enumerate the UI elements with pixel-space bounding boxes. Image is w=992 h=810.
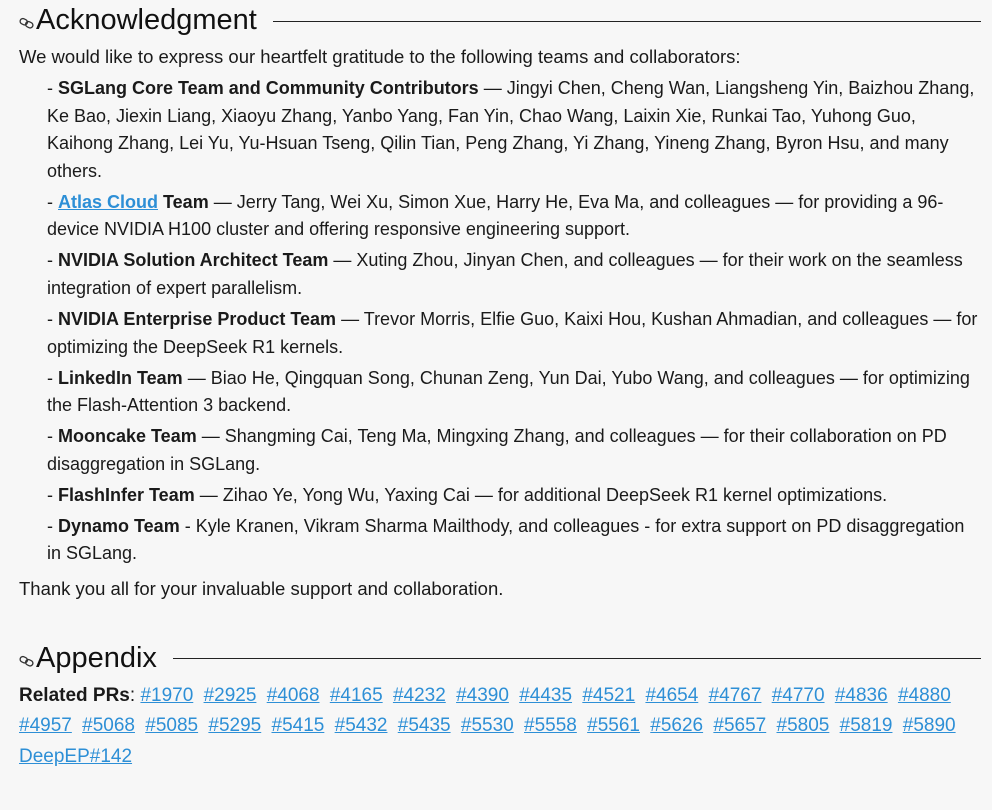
acknowledgment-outro: Thank you all for your invaluable support and collaboration. [19, 577, 504, 599]
pr-link[interactable]: #5085 [145, 715, 199, 737]
team-list-item [47, 482, 981, 510]
team-members: — Jingyi Chen, Cheng Wan, Liangsheng Yin, Baizhou Zhang, Ke Bao, Jiexin Liang, Xiaoyu Zhang, Yanbo Yang, Fan Yin, Chao Wang, Laixin Xie, Runkai Tao, Yuhong Guo, Kaihong Zhang, Lei Yu, Yu-Hsuan Tseng, Qilin Tian, Peng Zhang, Yi Zhang, Yineng Zhang, Byron Hsu, and many others. [47, 78, 975, 181]
pr-link[interactable]: #4770 [771, 684, 825, 706]
list-dash: - [47, 367, 58, 388]
list-dash: - [47, 250, 58, 271]
pr-link[interactable]: #5415 [271, 715, 325, 737]
team-name: LinkedIn Team [58, 367, 183, 388]
team-list-item [47, 513, 981, 568]
team-name-suffix: Team [158, 191, 209, 212]
list-dash: - [47, 78, 58, 98]
heading-divider [173, 658, 981, 659]
pr-link[interactable]: #1970 [140, 684, 194, 706]
link-icon[interactable] [19, 16, 35, 30]
pr-link[interactable]: #4836 [834, 684, 888, 706]
team-list-item [47, 365, 981, 420]
pr-link[interactable]: #4232 [392, 684, 446, 706]
pr-link[interactable]: #4068 [266, 684, 320, 706]
pr-link[interactable]: DeepEP#142 [19, 745, 133, 767]
pr-link[interactable]: #5295 [208, 715, 262, 737]
list-dash: - [47, 308, 58, 329]
pr-link[interactable]: #4880 [897, 684, 951, 706]
link-icon[interactable] [19, 654, 35, 668]
team-members: — Shangming Cai, Teng Ma, Mingxing Zhang, and colleagues — for their collaboration on PD disaggregation in SGLang. [47, 426, 947, 474]
team-name: FlashInfer Team [58, 484, 195, 505]
related-prs [19, 681, 981, 773]
team-name: NVIDIA Solution Architect Team [58, 250, 329, 271]
pr-link[interactable]: #5819 [839, 715, 893, 737]
team-list [47, 75, 981, 568]
pr-link[interactable]: #4654 [645, 684, 699, 706]
list-dash: - [47, 426, 58, 447]
team-list-item [47, 423, 981, 478]
acknowledgment-intro: We would like to express our heartfelt gratitude to the following teams and collaborators: [19, 46, 741, 67]
related-prs-label: Related PRs [19, 684, 130, 706]
team-list-item [47, 306, 981, 361]
appendix-title: Appendix [36, 641, 157, 674]
pr-link[interactable]: #5432 [334, 715, 388, 737]
team-members: — Trevor Morris, Elfie Guo, Kaixi Hou, Kushan Ahmadian, and colleagues — for optimizing the DeepSeek R1 kernels. [47, 308, 978, 357]
appendix-heading [19, 638, 981, 678]
pr-link[interactable]: #5435 [397, 715, 451, 737]
team-name: Mooncake Team [58, 426, 197, 447]
team-name: Dynamo Team [58, 515, 180, 536]
team-list-item [47, 247, 981, 302]
team-list-item [47, 189, 981, 244]
pr-link[interactable]: #5890 [902, 715, 956, 737]
pr-link[interactable]: #4767 [708, 684, 762, 706]
pr-link[interactable]: #2925 [203, 684, 257, 706]
team-members: - Kyle Kranen, Vikram Sharma Mailthody, and colleagues - for extra support on PD disaggregation in SGLang. [47, 515, 965, 564]
pr-link[interactable]: #4390 [456, 684, 509, 706]
pr-link[interactable]: #5068 [82, 715, 135, 737]
pr-link[interactable]: #4957 [19, 715, 72, 737]
team-members: — Biao He, Qingquan Song, Chunan Zeng, Yun Dai, Yubo Wang, and colleagues — for optimizing the Flash-Attention 3 backend. [47, 367, 970, 416]
list-dash: - [47, 515, 58, 536]
pr-link[interactable]: #5530 [460, 715, 514, 737]
team-list-item [47, 75, 981, 185]
team-members: — Zihao Ye, Yong Wu, Yaxing Cai — for additional DeepSeek R1 kernel optimizations. [194, 484, 888, 505]
pr-link[interactable]: #4521 [582, 684, 636, 706]
related-prs-colon: : [129, 684, 136, 706]
pr-link[interactable]: #5558 [524, 715, 577, 737]
list-dash: - [47, 191, 58, 212]
pr-link[interactable]: #5805 [776, 715, 830, 737]
acknowledgment-heading [19, 0, 981, 40]
pr-link[interactable]: #5626 [650, 715, 704, 737]
heading-divider [273, 21, 981, 22]
list-dash: - [47, 484, 58, 505]
team-name: SGLang Core Team and Community Contributors [58, 78, 479, 98]
team-members: — Jerry Tang, Wei Xu, Simon Xue, Harry He, Eva Ma, and colleagues — for providing a 96-device NVIDIA H100 cluster and offering responsive engineering support. [47, 191, 944, 240]
document-page [19, 0, 981, 772]
team-link[interactable]: Atlas Cloud [58, 191, 159, 212]
pr-link[interactable]: #4435 [519, 684, 573, 706]
pr-link[interactable]: #5561 [587, 715, 640, 737]
pr-link[interactable]: #4165 [329, 684, 383, 706]
team-members: — Xuting Zhou, Jinyan Chen, and colleagues — for their work on the seamless integration of expert parallelism. [47, 250, 963, 298]
team-name: NVIDIA Enterprise Product Team [58, 308, 337, 329]
pr-link[interactable]: #5657 [713, 715, 767, 737]
acknowledgment-title: Acknowledgment [36, 4, 257, 36]
